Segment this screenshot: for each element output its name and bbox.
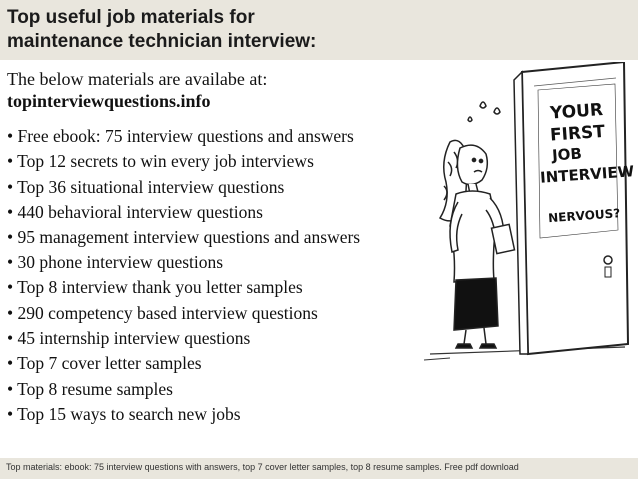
intro-line: The below materials are availabe at: [7,69,268,89]
door-knob-icon [604,256,612,264]
site-name: topinterviewquestions.info [7,91,211,111]
list-item: • 440 behavioral interview questions [7,201,263,222]
list-item: • Top 7 cover letter samples [7,353,202,374]
list-item: • Top 8 interview thank you letter samples [7,277,303,298]
door-sign-line-3: JOB [551,144,583,165]
list-item: • Top 8 resume samples [7,378,173,399]
door-sign-line-5: NERVOUS? [547,206,621,226]
list-item: • 95 management interview questions and answers [7,227,361,248]
list-item: • 290 competency based interview questions [7,302,318,323]
nervous-candidate-cartoon [410,62,635,362]
door-sign-line-2: FIRST [549,121,606,146]
page-title [7,6,427,54]
list-item: • Top 12 secrets to win every job interviews [7,151,314,172]
title-line-1: Top useful job materials for [7,7,255,28]
list-item: • 45 internship interview questions [7,328,251,349]
door-sign-line-1: YOUR [549,100,604,124]
woman-figure [440,102,515,348]
list-item: • Free ebook: 75 interview questions and answers [7,126,354,146]
footer-text: Top materials: ebook: 75 interview questions with answers, top 7 cover letter samples, top 8 resume samples. Free pdf download [6,462,519,472]
list-item: • 30 phone interview questions [7,252,224,273]
title-bar [0,0,638,60]
title-line-2: maintenance technician interview: [7,31,317,52]
door-sign-line-4: INTERVIEW [539,162,635,187]
list-item: • Top 36 situational interview questions [7,176,285,197]
list-item: • Top 15 ways to search new jobs [7,403,241,424]
materials-list [7,124,402,427]
intro-text [7,68,407,112]
footer-bar [0,458,638,479]
